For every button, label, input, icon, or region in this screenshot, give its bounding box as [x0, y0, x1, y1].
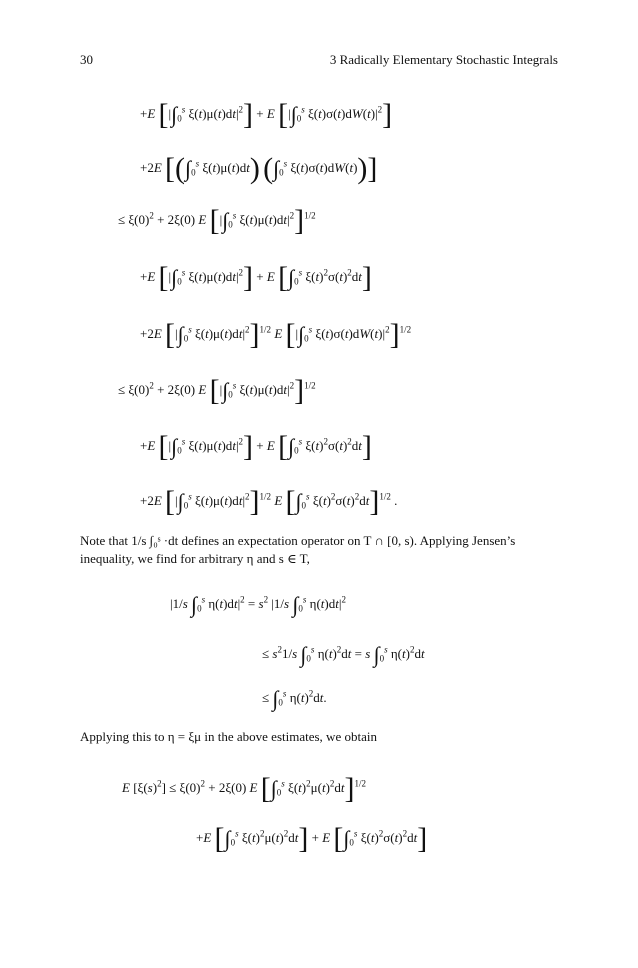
page-number: 30 [80, 52, 93, 67]
equation-line: +E [$\int_0^s$ $\xi(t)^2\mu(t)^2dt] + E$ [$\int_0^s$ $\xi(t)^2\sigma(t)^2dt$] [196, 822, 428, 855]
equation-line: +E [$|\int_0^s$ $\xi(t)\mu(t)dt|^2] + E$ [$|\int_0^s$ $\xi(t)\sigma(t)dW(t)|^2$] [140, 98, 393, 131]
equation-line: +2E [$|\int_0^s$ $\xi(t)\mu(t)dt|^2]^{1/2}$ E [$|\int_0^s$ $\xi(t)\sigma(t)dW(t)|^2]^{1/2}$ [140, 318, 412, 351]
equation-line: +2E [$|\int_0^s$ $\xi(t)\mu(t)dt|^2]^{1/2}$ E [$\int_0^s$ $\xi(t)^2\sigma(t)^2dt]^{1/2}$ . [140, 485, 398, 518]
equation-line: +2E [($\int_0^s$ ξ(t)μ(t)dt) ($\int_0^s$ ξ(t)σ(t)dW(t))] [140, 152, 378, 185]
running-title: 3 Radically Elementary Stochastic Integrals [329, 52, 558, 67]
equation-line: |1/s $\int_0^s$ $\eta(t)dt|^2 = s^2$ |1/s $\int_0^s$ $\eta(t)dt|^2$ [170, 592, 346, 617]
equation-line: E $[\xi(s)^2] \le \xi(0)^2 + 2\xi(0)$ E [$\int_0^s$ $\xi(t)^2\mu(t)^2dt]^{1/2}$ [122, 772, 367, 805]
equation-line: ≤ $\xi(0)^2 + 2\xi(0)$ E [$|\int_0^s$ $\xi(t)\mu(t)dt|^2]^{1/2}$ [118, 204, 316, 237]
equation-line: ≤ $s^21/s$ $\int_0^s$ $\eta(t)^2dt = s$ $\int_0^s$ $\eta(t)^2dt$ [262, 642, 425, 667]
equation-line: ≤ $\xi(0)^2 + 2\xi(0)$ E [$|\int_0^s$ $\xi(t)\mu(t)dt|^2]^{1/2}$ [118, 374, 316, 407]
equation-line: +E [$|\int_0^s$ $\xi(t)\mu(t)dt|^2] + E$ [$\int_0^s$ $\xi(t)^2\sigma(t)^2dt$] [140, 261, 372, 294]
equation-line: +E [$|\int_0^s$ $\xi(t)\mu(t)dt|^2] + E$ [$\int_0^s$ $\xi(t)^2\sigma(t)^2dt$] [140, 430, 372, 463]
equation-line: ≤ $\int_0^s$ $\eta(t)^2dt$. [262, 686, 327, 711]
paragraph-applying: Applying this to η = ξμ in the above estimates, we obtain [80, 729, 377, 744]
paragraph-note: Note that 1/s ∫₀ˢ ·dt defines an expectation operator on T ∩ [0, s). Applying Jensen’s inequality, we find for arbitrary η and s ∈ T, [80, 533, 516, 566]
